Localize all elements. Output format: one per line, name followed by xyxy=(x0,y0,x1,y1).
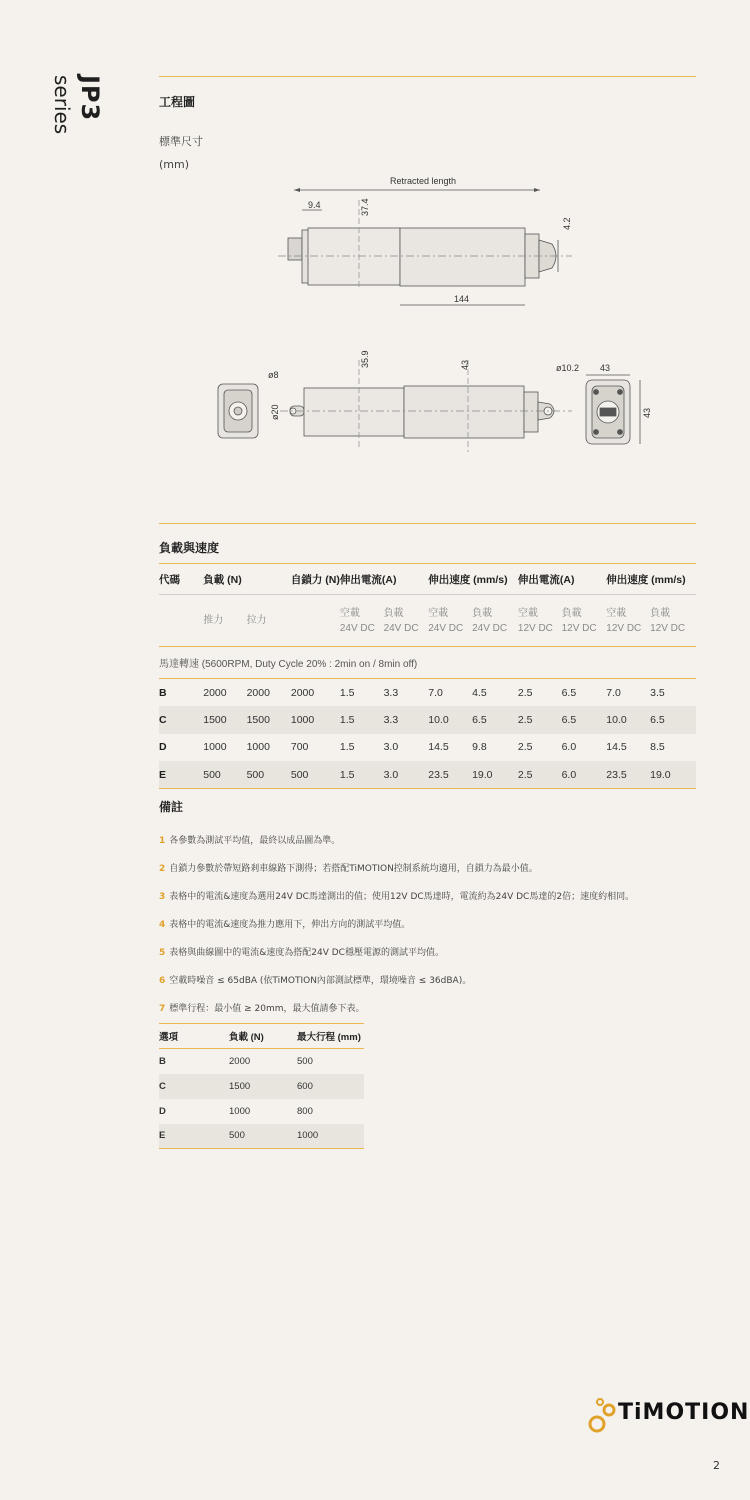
bottom-tube xyxy=(304,388,404,436)
table-cell: 14.5 xyxy=(606,741,627,754)
stroke-cell: 600 xyxy=(297,1074,364,1099)
note-number: 3 xyxy=(159,892,166,902)
table-cell: 2.5 xyxy=(518,761,562,789)
note-item xyxy=(159,863,696,891)
table-cell: 2000 xyxy=(290,686,315,699)
note-item xyxy=(159,947,696,975)
notes-title: 備註 xyxy=(159,800,184,814)
dim-43-b: 43 xyxy=(600,363,611,373)
table-cell: 14.5 xyxy=(428,741,449,754)
stroke-row xyxy=(159,1074,364,1099)
dim-43-c: 43 xyxy=(642,407,652,418)
note-item xyxy=(159,975,696,1003)
col-current-24: 伸出電流(A) xyxy=(340,564,428,595)
dim-4-2: 4.2 xyxy=(562,217,572,230)
note-text: 自鎖力參數於帶短路剎車線路下測得；若搭配TiMOTION控制系統均適用，自鎖力為最小值。 xyxy=(169,864,538,874)
note-number: 7 xyxy=(159,1004,166,1014)
note-text: 表格中的電流&速度為推力應用下，伸出方向的測試平均值。 xyxy=(169,920,411,930)
note-item xyxy=(159,835,696,863)
note-text: 表格與曲線圖中的電流&速度為搭配24V DC穩壓電源的測試平均值。 xyxy=(169,948,444,958)
table-cell: 3.3 xyxy=(384,706,429,734)
stroke-col-option: 選項 xyxy=(159,1024,229,1049)
table-cell: 19.0 xyxy=(650,761,696,789)
table-cell: 23.5 xyxy=(428,761,472,789)
notes-section xyxy=(159,798,696,1031)
table-cell: 2000 xyxy=(203,686,227,699)
dim-10-2: ø10.2 xyxy=(556,363,580,373)
dim-20: ø20 xyxy=(270,404,280,420)
side-title xyxy=(48,75,108,185)
table-cell: 4.5 xyxy=(472,686,487,699)
table-cell: 500 xyxy=(291,761,340,789)
note-number: 1 xyxy=(159,836,166,846)
note-item xyxy=(159,891,696,919)
note-number: 2 xyxy=(159,864,166,874)
table-cell: 3.0 xyxy=(383,741,399,754)
motor-speed-caption-row xyxy=(159,647,696,679)
top-housing xyxy=(400,228,525,286)
col-load: 負載 (N) xyxy=(203,564,291,595)
table-cell: 700 xyxy=(290,741,309,754)
load-speed-table xyxy=(159,563,696,789)
table-cell: 500 xyxy=(247,761,291,789)
unit-label: (mm) xyxy=(159,158,190,171)
table-cell: 1.5 xyxy=(339,741,355,754)
table-cell: 9.8 xyxy=(472,741,487,754)
table-cell: 7.0 xyxy=(606,686,621,699)
table-cell: B xyxy=(159,686,167,699)
col-selflock: 自鎖力 (N) xyxy=(291,564,340,595)
col-current-12: 伸出電流(A) xyxy=(518,564,606,595)
dim-144: 144 xyxy=(454,294,470,304)
table-cell: 10.0 xyxy=(428,706,472,734)
table-row xyxy=(159,734,696,762)
note-text: 各參數為測試平均值，最終以成品圖為準。 xyxy=(169,836,341,846)
dim-35-9: 35.9 xyxy=(360,350,370,368)
table-cell: 1500 xyxy=(203,706,246,734)
table-cell: 1.5 xyxy=(340,706,384,734)
table-cell: 19.0 xyxy=(472,761,518,789)
stroke-col-max: 最大行程 (mm) xyxy=(297,1024,364,1049)
table-cell: 1000 xyxy=(203,741,227,754)
note-item xyxy=(159,919,696,947)
table-cell: 23.5 xyxy=(606,761,650,789)
sub-push: 推力 xyxy=(203,595,246,647)
table-row xyxy=(159,761,696,789)
model-name: JP3 xyxy=(76,75,104,122)
dim-retracted: Retracted length xyxy=(390,176,457,186)
dim-43-a: 43 xyxy=(460,359,470,370)
table-cell: C xyxy=(159,706,203,734)
load-speed-title: 負載與速度 xyxy=(159,541,220,555)
stroke-cell: 1000 xyxy=(229,1105,251,1117)
logo-icon xyxy=(588,1396,618,1436)
top-end-cap xyxy=(288,238,302,260)
table-cell: 2000 xyxy=(246,686,270,699)
note-number: 5 xyxy=(159,948,166,958)
table-cell: 6.5 xyxy=(650,706,696,734)
col-speed-24: 伸出速度 (mm/s) xyxy=(428,564,518,595)
note-number: 6 xyxy=(159,976,166,986)
standard-size-label: 標準尺寸 xyxy=(159,135,203,148)
stroke-cell: 500 xyxy=(229,1124,297,1149)
logo-text: TiMOTION xyxy=(618,1400,750,1425)
timotion-logo xyxy=(588,1392,750,1440)
table-cell: 3.0 xyxy=(384,761,429,789)
stroke-row xyxy=(159,1049,364,1074)
bottom-housing xyxy=(404,386,524,438)
stroke-cell: D xyxy=(159,1105,166,1117)
stroke-table xyxy=(159,1023,364,1149)
table-cell: 8.5 xyxy=(650,741,665,754)
table-cell: 2.5 xyxy=(517,686,533,699)
stroke-cell: 1500 xyxy=(229,1074,297,1099)
stroke-cell: 800 xyxy=(297,1105,313,1117)
divider-top xyxy=(159,76,696,77)
col-speed-12: 伸出速度 (mm/s) xyxy=(606,564,696,595)
stroke-row xyxy=(159,1124,364,1149)
table-cell: 7.0 xyxy=(428,686,443,699)
col-code: 代碼 xyxy=(159,564,203,595)
note-text: 表格中的電流&速度為選用24V DC馬達測出的值；使用12V DC馬達時，電流約為24V DC馬達的2倍；速度約相同。 xyxy=(169,892,635,902)
stroke-cell: 2000 xyxy=(229,1055,251,1067)
drawing-svg xyxy=(200,170,680,470)
top-tube xyxy=(308,228,400,285)
table-cell: 1000 xyxy=(291,706,340,734)
stroke-cell: C xyxy=(159,1074,229,1099)
table-cell: 6.5 xyxy=(562,706,607,734)
engineering-drawing xyxy=(200,170,680,470)
table-cell: 2.5 xyxy=(518,706,562,734)
table-cell: D xyxy=(159,741,167,754)
table-cell: 3.3 xyxy=(383,686,399,699)
stroke-col-load: 負載 (N) xyxy=(229,1024,297,1049)
table-cell: 1.5 xyxy=(339,686,355,699)
stroke-cell: 1000 xyxy=(297,1124,364,1149)
table-row xyxy=(159,706,696,734)
series-label: series xyxy=(50,75,74,135)
table-cell: 10.0 xyxy=(606,706,650,734)
stroke-cell: 500 xyxy=(297,1055,313,1067)
table-cell: 6.5 xyxy=(472,706,518,734)
note-number: 4 xyxy=(159,920,166,930)
table-cell: 500 xyxy=(203,761,246,789)
divider-load xyxy=(159,523,696,524)
table-cell: 2.5 xyxy=(517,741,533,754)
table-cell: E xyxy=(159,761,203,789)
table-cell: 1.5 xyxy=(340,761,384,789)
dim-8: ø8 xyxy=(268,370,279,380)
table-cell: 1500 xyxy=(247,706,291,734)
note-text: 空載時噪音 ≤ 65dBA (依TiMOTION內部測試標準，環境噪音 ≤ 36dBA)。 xyxy=(169,976,472,986)
dim-9-4: 9.4 xyxy=(308,200,321,210)
table-cell: 6.0 xyxy=(561,741,577,754)
motor-speed-caption: 馬達轉速 (5600RPM, Duty Cycle 20% : 2min on / 8min off) xyxy=(159,647,696,679)
note-text: 標準行程：最小值 ≥ 20mm，最大值請參下表。 xyxy=(169,1004,365,1014)
sub-pull: 拉力 xyxy=(247,595,291,647)
table-cell: 6.5 xyxy=(561,686,577,699)
table-subheader-row: 推力 拉力 空載 24V DC 負載 24V DC 空載 24V DC 負載 24V DC 空載 12V DC 負載 12V DC 空載 12V DC 負載 12V DC xyxy=(159,595,696,647)
table-row xyxy=(159,679,696,707)
stroke-row xyxy=(159,1099,364,1124)
table-header-row xyxy=(159,564,696,595)
table-cell: 6.0 xyxy=(562,761,607,789)
dim-37-4: 37.4 xyxy=(360,198,370,216)
stroke-header-row xyxy=(159,1024,364,1049)
engineering-title: 工程圖 xyxy=(159,95,196,109)
stroke-cell: E xyxy=(159,1124,229,1149)
table-cell: 1000 xyxy=(246,741,270,754)
page-number: 2 xyxy=(713,1459,720,1472)
table-cell: 3.5 xyxy=(650,686,665,699)
stroke-cell: B xyxy=(159,1055,166,1067)
